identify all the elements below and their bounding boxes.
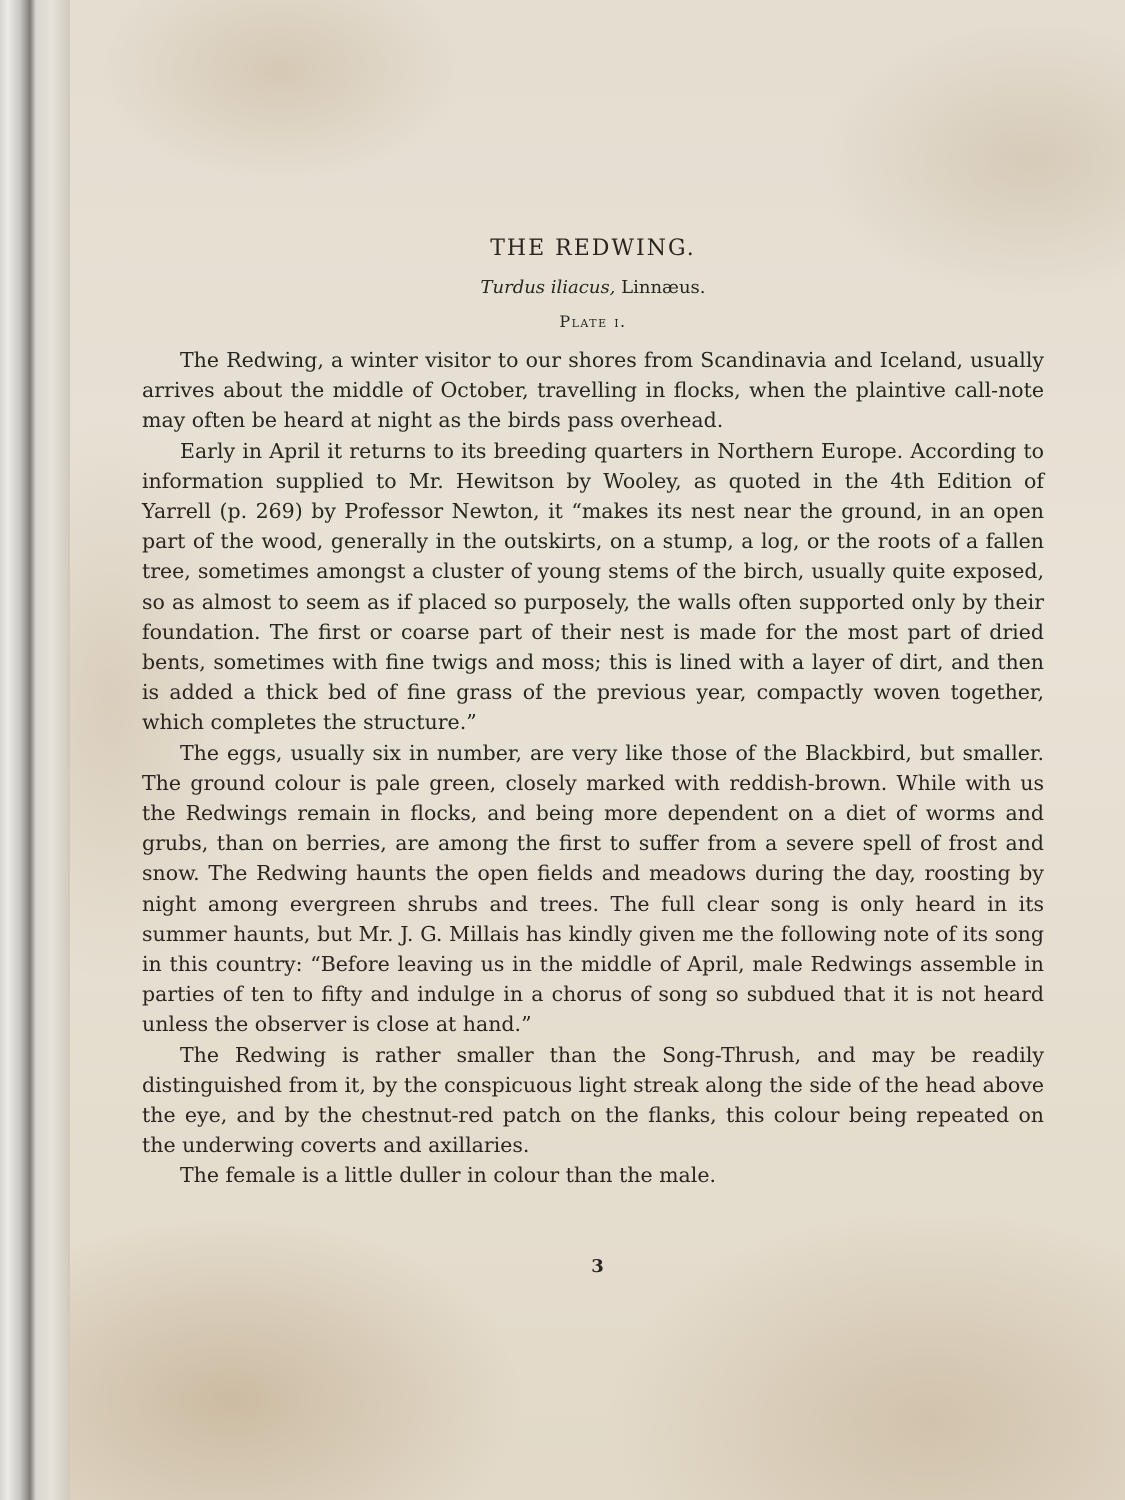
book-page [70, 0, 1125, 1500]
paragraph: The eggs, usually six in number, are very like those of the Blackbird, but smaller. The ground colour is pale green, closely marked with reddish-brown. While with us the Redwings remain in flocks, and being more dependent on a diet of worms and grubs, than on berries, are among the first to suffer from a severe spell of frost and snow. The Redwing haunts the open fields and meadows during the day, roosting by night among evergreen shrubs and trees. The full clear song is only heard in its summer haunts, but Mr. J. G. Millais has kindly given me the following note of its song in this country: “Before leaving us in the middle of April, male Redwings assemble in parties of ten to fifty and indulge in a chorus of song so subdued that it is not heard unless the observer is close at hand.” [142, 740, 1044, 1037]
paragraph: The Redwing is rather smaller than the Song-Thrush, and may be readily distinguished from it, by the conspicuous light streak along the side of the head above the eye, and by the chestnut-red patch on the flanks, this colour being repeated on the underwing coverts and axillaries. [142, 1042, 1044, 1158]
species-name [142, 277, 1044, 298]
plate-label: Plate i. [559, 312, 627, 331]
species-latin: Turdus iliacus, [480, 277, 616, 298]
page-title: THE REDWING. [490, 236, 696, 261]
book-spine [0, 0, 70, 1500]
paragraph: The female is a little duller in colour than the male. [180, 1163, 716, 1188]
text-block [142, 236, 1044, 1191]
paragraph: The Redwing, a winter visitor to our shores from Scandinavia and Iceland, usually arrives about the middle of October, travelling in flocks, when the plaintive call-note may often be heard at night as the birds pass overhead. [142, 348, 1044, 433]
species-author: Linnæus. [621, 277, 706, 298]
paragraph: Early in April it returns to its breeding quarters in Northern Europe. According to information supplied to Mr. Hewitson by Wooley, as quoted in the 4th Edition of Yarrell (p. 269) by Professor Newton, it “makes its nest near the ground, in an open part of the wood, generally in the outskirts, on a stump, a log, or the roots of a fallen tree, sometimes amongst a cluster of young stems of the birch, usually quite exposed, so as almost to seem as if placed so purposely, the walls often supported only by their foundation. The first or coarse part of their nest is made for the most part of dried bents, sometimes with fine twigs and moss; this is lined with a layer of dirt, and then is added a thick bed of fine grass of the previous year, compactly woven together, which completes the structure.” [142, 438, 1044, 735]
page-number: 3 [591, 1256, 604, 1277]
